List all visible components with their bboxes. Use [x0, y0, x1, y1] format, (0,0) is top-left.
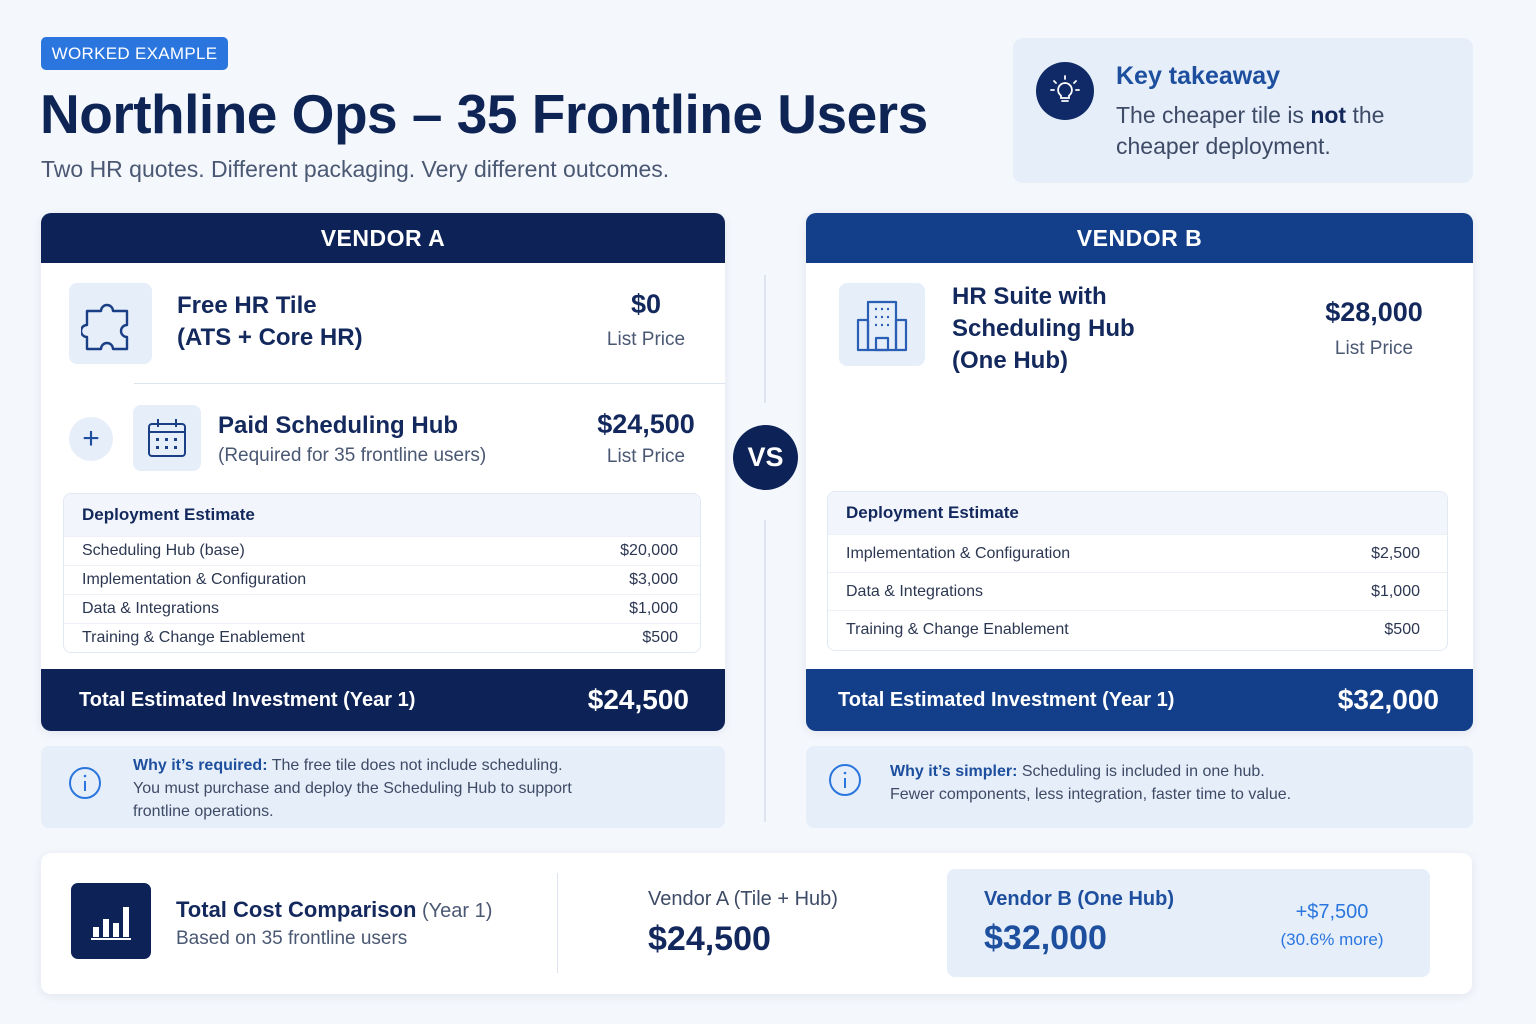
total-label: Total Estimated Investment (Year 1) [838, 688, 1175, 711]
comparison-subtitle: Based on 35 frontline users [176, 928, 408, 949]
lightbulb-icon [1036, 62, 1094, 120]
info-icon [67, 765, 103, 801]
vs-badge: VS [733, 425, 798, 490]
total-value: $24,500 [587, 684, 689, 715]
estimate-row-value: $1,000 [1371, 582, 1420, 600]
key-takeaway-panel [1013, 38, 1473, 183]
paid-scheduling-hub-note: (Required for 35 frontline users) [218, 445, 487, 466]
paid-scheduling-hub-price: $24,500 [597, 409, 695, 439]
vendor-b-total-bar [806, 669, 1473, 731]
plus-icon: + [69, 417, 113, 461]
estimate-row [64, 594, 700, 623]
total-value: $32,000 [1337, 684, 1439, 715]
estimate-row-label: Implementation & Configuration [82, 571, 307, 588]
vendor-b-comparison-panel [947, 869, 1430, 977]
estimate-row-value: $2,500 [1371, 544, 1420, 562]
vs-divider-bottom [764, 520, 766, 822]
page-subtitle: Two HR quotes. Different packaging. Very different outcomes. [41, 156, 670, 182]
estimate-row-value: $20,000 [620, 542, 678, 559]
estimate-row-value: $3,000 [629, 571, 678, 588]
free-hr-tile-price: $0 [630, 289, 662, 319]
comparison-divider [557, 873, 558, 973]
estimate-row [828, 610, 1447, 648]
product-divider [134, 383, 725, 384]
vendor-a-deployment-estimate [63, 493, 701, 653]
takeaway-text: The cheaper tile is not the cheaper deployment. [1116, 102, 1385, 159]
vendor-a-comparison-value: $24,500 [648, 920, 771, 958]
vendor-b-header: VENDOR B [806, 213, 1473, 263]
deployment-estimate-title: Deployment Estimate [828, 492, 1447, 534]
total-label: Total Estimated Investment (Year 1) [79, 688, 416, 711]
bar-chart-icon [71, 883, 151, 959]
hr-suite-name: HR Suite with Scheduling Hub (One Hub) [952, 283, 1135, 374]
estimate-row [828, 534, 1447, 572]
estimate-row [64, 623, 700, 652]
paid-scheduling-hub-price-label: List Price [606, 446, 686, 467]
estimate-row-value: $1,000 [629, 600, 678, 617]
estimate-row [64, 565, 700, 594]
puzzle-icon [69, 283, 152, 364]
vendor-b-comparison-value: $32,000 [984, 919, 1107, 957]
cost-difference-percent: (30.6% more) [1280, 930, 1384, 949]
worked-example-badge: WORKED EXAMPLE [41, 37, 228, 70]
estimate-row-label: Implementation & Configuration [846, 544, 1071, 562]
page-title: Northline Ops – 35 Frontline Users [40, 83, 928, 145]
takeaway-title: Key takeaway [1116, 62, 1281, 90]
cost-difference: +$7,500 [1295, 901, 1369, 923]
vendor-b-info-text: Why it’s simpler: Scheduling is included in one hub. Fewer components, less integration, faster time to value. [890, 763, 1292, 803]
estimate-row-value: $500 [1384, 620, 1420, 638]
vendor-b-info-box [806, 746, 1473, 828]
estimate-row-label: Training & Change Enablement [82, 629, 305, 646]
vendor-b-deployment-estimate [827, 491, 1448, 651]
estimate-row [828, 572, 1447, 610]
free-hr-tile-name: Free HR Tile (ATS + Core HR) [177, 292, 363, 351]
vendor-a-info-text: Why it’s required: The free tile does not include scheduling. You must purchase and deploy the Scheduling Hub to support frontline operations. [133, 757, 572, 820]
vendor-a-total-bar [41, 669, 725, 731]
deployment-estimate-title: Deployment Estimate [64, 494, 700, 536]
hr-suite-price: $28,000 [1325, 297, 1423, 327]
paid-scheduling-hub-name: Paid Scheduling Hub [218, 412, 459, 439]
hr-suite-price-label: List Price [1334, 338, 1414, 359]
vendor-a-header: VENDOR A [41, 213, 725, 263]
estimate-row-label: Data & Integrations [82, 600, 219, 617]
free-hr-tile-price-label: List Price [606, 329, 686, 350]
estimate-row-label: Training & Change Enablement [846, 620, 1069, 638]
estimate-row-label: Scheduling Hub (base) [82, 542, 245, 559]
vendor-a-comparison-label: Vendor A (Tile + Hub) [648, 888, 838, 910]
vs-divider-top [764, 275, 766, 403]
info-icon [827, 762, 863, 798]
total-cost-comparison [41, 853, 1472, 994]
vendor-b-comparison-label: Vendor B (One Hub) [984, 888, 1174, 910]
vendor-a-card [41, 213, 725, 731]
estimate-row [64, 536, 700, 565]
comparison-title: Total Cost Comparison (Year 1) [176, 897, 493, 922]
estimate-row-label: Data & Integrations [846, 582, 983, 600]
vendor-a-info-box [41, 746, 725, 828]
estimate-row-value: $500 [642, 629, 678, 646]
vendor-b-card [806, 213, 1473, 731]
building-icon [839, 283, 925, 366]
calendar-icon [133, 405, 201, 471]
